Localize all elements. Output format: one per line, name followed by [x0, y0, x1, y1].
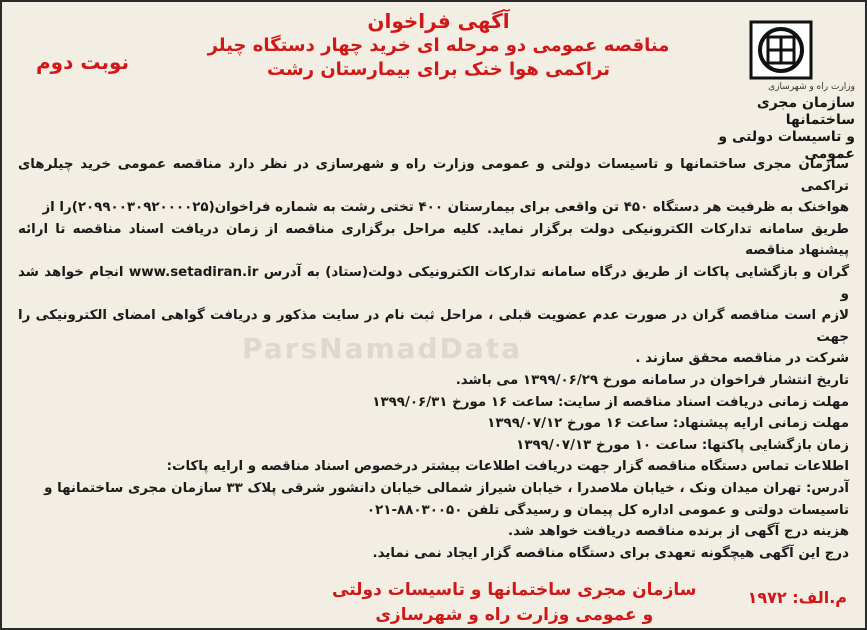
notice-body	[18, 154, 849, 564]
footer-org	[332, 578, 696, 628]
body-line: لازم است مناقصه گران در صورت عدم عضویت قبلی ، مراحل ثبت نام در سایت مذکور و دریافت گواهی امضای الکترونیکی را جهت	[18, 308, 849, 345]
body-line: سازمان مجری ساختمانها و تاسیسات دولتی و عمومی وزارت راه و شهرسازی در نظر دارد مناقصه عمومی خرید چیلرهای تراکمی	[18, 157, 849, 194]
bid-deadline-line: مهلت زمانی ارایه پیشنهاد: ساعت ۱۶ مورخ ۱۳۹۹/۰۷/۱۲	[487, 416, 849, 432]
publish-date-line: تاریخ انتشار فراخوان در سامانه مورخ ۱۳۹۹/۰۶/۲۹ می باشد.	[455, 372, 849, 388]
notice-code: م.الف: ۱۹۷۲	[747, 588, 847, 607]
round-label: نوبت دوم	[36, 50, 130, 74]
title-line-3: تراکمی هوا خنک برای بیمارستان رشت	[266, 59, 611, 80]
org-line-1: سازمان مجری ساختمانها	[756, 95, 855, 128]
notice-header	[2, 2, 865, 162]
title-line-2: مناقصه عمومی دو مرحله ای خرید چهار دستگاه چیلر	[207, 35, 670, 56]
body-line: گران و بازگشایی پاکات از طریق درگاه سامانه تدارکات الکترونیکی دولت(ستاد) به آدرس www.setadiran.ir انجام خواهد شد و	[18, 264, 849, 302]
org-line-2: و تاسیسات دولتی و عمومی	[718, 129, 855, 162]
document-deadline-line: مهلت زمانی دریافت اسناد مناقصه از سایت: ساعت ۱۶ مورخ ۱۳۹۹/۰۶/۳۱	[372, 394, 849, 410]
body-line: شرکت در مناقصه محقق سازند .	[635, 351, 849, 367]
contact-info-line: اطلاعات تماس دستگاه مناقصه گزار جهت دریافت اطلاعات بیشتر درخصوص اسناد مناقصه و ارایه پاکات:	[166, 459, 849, 475]
footer-org-line-2: و عمومی وزارت راه و شهرسازی	[375, 605, 654, 625]
footer-org-line-1: سازمان مجری ساختمانها و تاسیسات دولتی	[332, 580, 697, 600]
watermark: ParsNamadData	[242, 332, 522, 365]
org-header	[705, 82, 855, 163]
logo-caption: وزارت راه و شهرسازی	[768, 82, 855, 92]
disclaimer-line: درج این آگهی هیچگونه تعهدی برای دستگاه مناقصه گزار ایجاد نمی نماید.	[372, 545, 849, 561]
address-line: آدرس: تهران میدان ونک ، خیابان ملاصدرا ، خیابان شیراز شمالی خیابان دانشور شرقی پلاک ۳۳ سازمان مجری ساختمانها و	[44, 480, 849, 496]
title-line-1: آگهی فراخوان	[367, 9, 510, 33]
body-line: طریق سامانه تدارکات الکترونیکی دولت برگزار نماید. کلیه مراحل برگزاری مناقصه از زمان دریافت اسناد مناقصه تا ارائه پیشنهاد مناقصه	[18, 221, 849, 259]
opening-time-line: زمان بازگشایی پاکتها: ساعت ۱۰ مورخ ۱۳۹۹/۰۷/۱۳	[516, 437, 849, 453]
ministry-logo-icon	[749, 20, 813, 80]
body-line: هواخنک به ظرفیت هر دستگاه ۴۵۰ تن واقعی برای بیمارستان ۴۰۰ تختی رشت به شماره فراخوان(۲۰۹۹۰۰۳۰۹۲۰۰۰۰۲۵)را از	[42, 200, 849, 216]
notice-title	[202, 8, 675, 82]
address-line: تاسیسات دولتی و عمومی اداره کل پیمان و رسیدگی تلفن ۸۸۰۳۰۰۵۰-۰۲۱	[366, 502, 849, 518]
fee-line: هزینه درج آگهی از برنده مناقصه دریافت خواهد شد.	[508, 524, 849, 540]
